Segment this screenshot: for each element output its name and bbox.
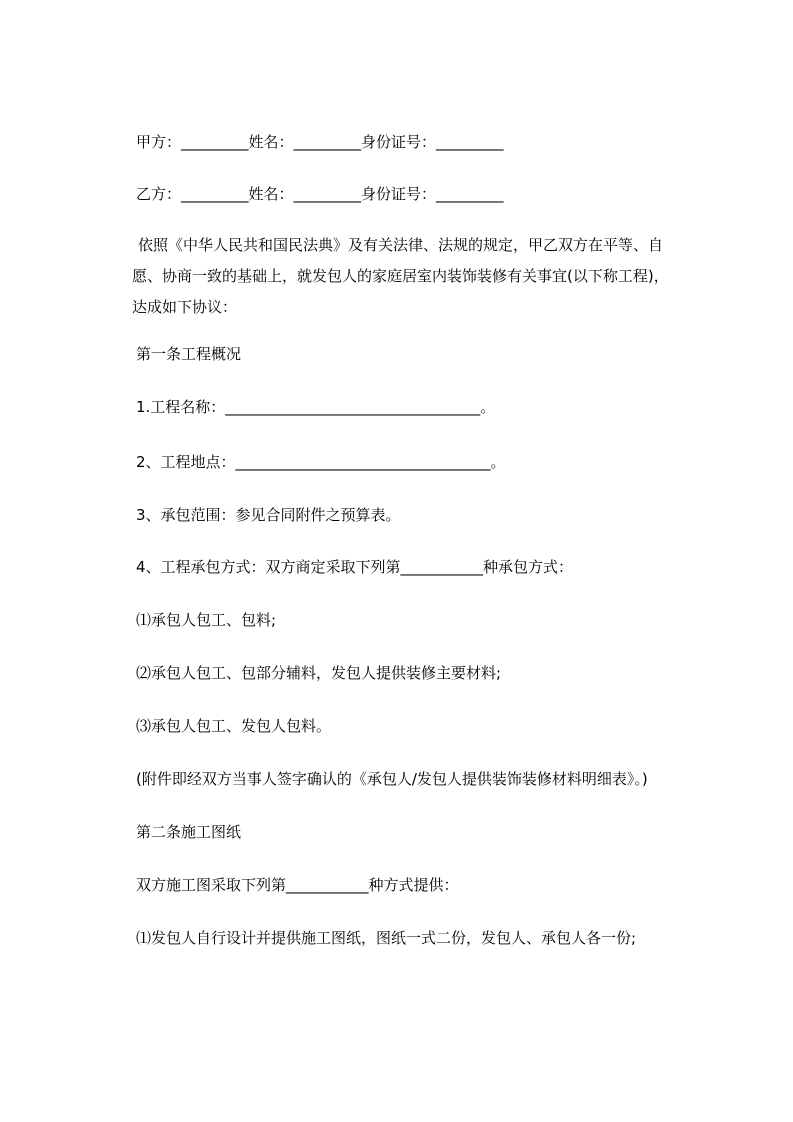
attachment-note: (附件即经双方当事人签字确认的《承包人/发包人提供装饰装修材料明细表》。) bbox=[136, 770, 648, 788]
drawings-method-line: 双方施工图采取下列第___________种方式提供： bbox=[136, 876, 459, 894]
party-a-line: 甲方：_________姓名：_________身份证号：_________ bbox=[136, 133, 504, 151]
article-1-title: 第一条工程概况 bbox=[136, 345, 242, 363]
drawing-option-1: ⑴发包人自行设计并提供施工图纸，图纸一式二份，发包人、承包人各一份; bbox=[136, 929, 637, 947]
project-name-line: 1.工程名称：__________________________________。 bbox=[136, 398, 496, 416]
contract-scope-line: 3、承包范围：参见合同附件之预算表。 bbox=[136, 506, 401, 524]
method-option-1: ⑴承包人包工、包料; bbox=[136, 611, 277, 629]
article-2-title: 第二条施工图纸 bbox=[136, 823, 242, 841]
contract-method-line: 4、工程承包方式：双方商定采取下列第___________种承包方式： bbox=[136, 558, 574, 576]
method-option-2: ⑵承包人包工、包部分辅料，发包人提供装修主要材料; bbox=[136, 664, 502, 682]
method-option-3: ⑶承包人包工、发包人包料。 bbox=[136, 717, 332, 735]
party-b-line: 乙方：_________姓名：_________身份证号：_________ bbox=[136, 185, 504, 203]
intro-paragraph: 依照《中华人民共和国民法典》及有关法律、法规的规定，甲乙双方在平等、自愿、协商一致的基础上，就发包人的家庭居室内装饰装修有关事宜(以下称工程)，达成如下协议： bbox=[132, 236, 669, 316]
project-location-line: 2、工程地点：__________________________________。 bbox=[136, 453, 506, 471]
